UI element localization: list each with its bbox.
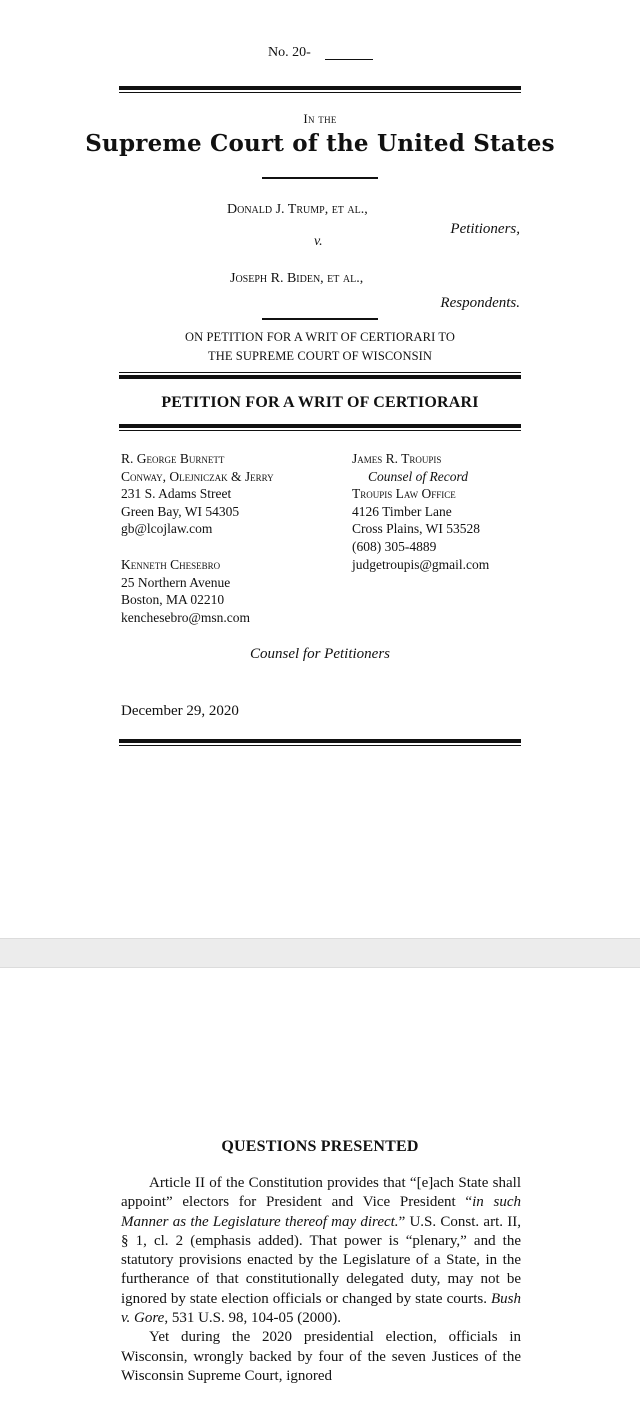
- counsel-firm: Conway, Olejniczak & Jerry: [121, 468, 274, 484]
- versus-label: v.: [314, 234, 323, 249]
- short-rule-2: [262, 318, 378, 320]
- counsel-street: 231 S. Adams Street: [121, 486, 232, 502]
- document-title: PETITION FOR A WRIT OF CERTIORARI: [161, 394, 479, 411]
- counsel-email: judgetroupis@gmail.com: [352, 556, 490, 572]
- counsel-city: Cross Plains, WI 53528: [352, 521, 481, 537]
- short-rule-1: [262, 177, 378, 179]
- questions-page: [0, 968, 640, 1422]
- counsel-left-block-1: [121, 450, 274, 538]
- question-paragraph-1: Article II of the Constitution provides that “[e]ach State shall appoint” electors for President and Vice President “in such Manner as the Legislature thereof may direct.” U.S. Const. art. II, § 1, cl. 2 (emphasis added). That power is “plenary,” and the statutory provisions enacted by the Legislature of a State, in the furtherance of that constitutionally delegated duty, may not be ignored by state election officials or changed by state courts. Bush v. Gore, 531 U.S. 98, 104-05 (2000).: [121, 1175, 521, 1327]
- top-double-rule: [119, 86, 521, 93]
- petition-line-1: ON PETITION FOR A WRIT OF CERTIORARI TO: [185, 330, 455, 344]
- counsel-city: Boston, MA 02210: [121, 592, 225, 608]
- cover-page: No. 20- In the Supreme Court of the United States Donald J. Trump, et al., Petitioners, v. Joseph R. Biden, et al., Respondents. ON PETITION FOR A WRIT OF CERTIORARI TO THE SUPREME COURT OF WISCONSIN PETITION FOR A WRIT OF CERTIORARI R. George Burnett Conway, Olejniczak & Jerry 231 S. Adams Street Green Bay, WI 54305 gb@lcojlaw.com Kenneth Chesebro 25 Northern Avenue Boston, MA 02210 kenchesebro@msn.com James R. Troupis Counsel of Record Troupis Law Office 4126 Timber Lane Cross Plains, WI 53528 (608) 305-4889 judgetroupis@gmail.com Counsel for Petitioners December 29, 2020: [0, 0, 640, 938]
- counsel-street: 25 Northern Avenue: [121, 574, 231, 590]
- counsel-email: kenchesebro@msn.com: [121, 609, 251, 625]
- counsel-name: James R. Troupis: [352, 451, 442, 466]
- docket-blank-line: [325, 59, 373, 60]
- bottom-double-rule: [119, 739, 521, 746]
- counsel-right-block: [352, 450, 489, 573]
- counsel-firm: Troupis Law Office: [352, 486, 456, 502]
- counsel-street: 4126 Timber Lane: [352, 503, 452, 519]
- questions-heading: QUESTIONS PRESENTED: [221, 1138, 419, 1155]
- counsel-name: R. George Burnett: [121, 451, 225, 466]
- counsel-for-petitioners: Counsel for Petitioners: [250, 646, 390, 662]
- counsel-left-block-2: [121, 556, 250, 626]
- counsel-city: Green Bay, WI 54305: [121, 503, 240, 519]
- question-paragraph-2: Yet during the 2020 presidential election, officials in Wisconsin, wrongly backed by four of the seven Justices of the Wisconsin Supreme Court, ignored: [121, 1329, 521, 1384]
- questions-body: [121, 1174, 521, 1386]
- respondent-party: Joseph R. Biden, et al.,: [230, 271, 364, 286]
- page-separator: [0, 938, 640, 968]
- filing-date: December 29, 2020: [121, 703, 239, 719]
- in-the-label: In the: [303, 111, 337, 126]
- counsel-phone: (608) 305-4889: [352, 538, 437, 554]
- petitioner-party: Donald J. Trump, et al.,: [227, 202, 368, 217]
- court-name: Supreme Court of the United States: [85, 130, 555, 157]
- counsel-email: gb@lcojlaw.com: [121, 521, 213, 537]
- petition-line-2: THE SUPREME COURT OF WISCONSIN: [207, 349, 433, 363]
- petitioner-role: Petitioners,: [450, 221, 520, 237]
- respondent-role: Respondents.: [440, 295, 520, 311]
- counsel-name: Kenneth Chesebro: [121, 557, 221, 572]
- counsel-of-record: Counsel of Record: [368, 468, 468, 484]
- title-bottom-rule: [119, 424, 521, 431]
- title-top-rule: [119, 372, 521, 379]
